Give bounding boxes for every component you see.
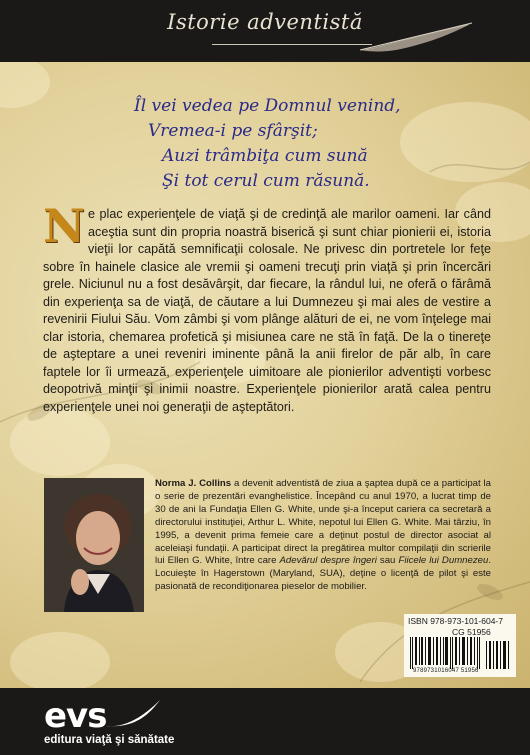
drop-cap: N xyxy=(43,199,86,253)
series-band xyxy=(0,0,530,62)
author-bio xyxy=(155,478,491,594)
publisher-name: editura viaţă şi sănătate xyxy=(44,734,175,746)
poem-stanza xyxy=(134,94,514,194)
author-name: Norma J. Collins xyxy=(155,478,232,489)
barcode-digits: 9789731016047 51956 xyxy=(413,668,479,674)
poem-line: Îl vei vedea pe Domnul venind, xyxy=(134,96,401,116)
bio-text: a devenit adventistă de ziua a şaptea după ce a participat la o serie de prezentări evanghelistice. Începând cu anul 1970, a lucrat timp de 30 de ani la Fundaţia Ellen G. White, unde şi-a început cariera ca secretară a directorului instituţiei, Arthur L. White, nepotul lui Ellen G. White. Mai târziu, în 1995, a devenit prima femeie care a deţinut postul de director asociat al aceleiaşi fundaţii. A participat direct la pregătirea multor compilaţii din scrierile lui Ellen G. White, între care xyxy=(155,478,492,567)
poem-line: Vremea-i pe sfârşit; xyxy=(148,121,318,141)
quill-icon xyxy=(356,20,476,60)
logo-swoosh-icon xyxy=(104,698,162,730)
poem-line: Auzi trâmbiţa cum sună xyxy=(162,146,368,166)
book-description xyxy=(43,199,491,416)
poem-line: Şi tot cerul cum răsună. xyxy=(162,171,370,191)
series-title: Istorie adventistă xyxy=(167,10,363,34)
isbn-label: ISBN 978-973-101-604-7 xyxy=(408,616,503,626)
author-photo xyxy=(44,478,144,612)
book-title-1: Adevărul despre îngeri xyxy=(279,555,377,567)
description-text: e plac experienţele de viaţă şi de credinţă ale marilor oameni. Iar când aceştia sunt din propria noastră biserică şi sunt chiar pionierii ei, istoria vieţii lor capătă semnificaţii colosale. Ne privesc din portretele lor feţe sobre în hainele clasice ale vremii şi oameni trecuţi prin viaţă şi prin încercări grele. Niciunul nu a fost desăvârşit, dar fiecare, la rândul lui, ne oferă o fărâmă din experienţa sa de viaţă, de căutare a lui Dumnezeu şi mai ales de vestire a revenirii Fiului Său. Vom zâmbi şi vom plânge alături de ei, ne vom înţelege mai clar istoria, chemarea profetică şi misiunea care ne stă în faţă. De la o tinereţe de aşteptare a unei reveniri iminente până la anii firelor de păr alb, în care faptele lor îi urmează, experienţele uimitoare ale pionierilor adventişti vorbesc deopotrivă minţii şi inimii noastre. Experienţele pionierilor arată calea pentru experienţele unei noi generaţii de aşteptători. xyxy=(43,207,491,414)
bio-separator: sau xyxy=(376,555,399,567)
bio-text-end: . Locuieşte în Hagerstown (Maryland, SUA), deţine o licenţă de pilot şi este pasionată de recondiţionarea pieselor de mobilier. xyxy=(155,555,491,593)
publisher-logo: evs xyxy=(44,696,107,736)
book-title-2: Fiicele lui Dumnezeu xyxy=(398,555,489,567)
price-code: CG 51956 xyxy=(452,627,491,637)
series-underline xyxy=(212,44,372,45)
barcode-icon xyxy=(410,637,510,669)
